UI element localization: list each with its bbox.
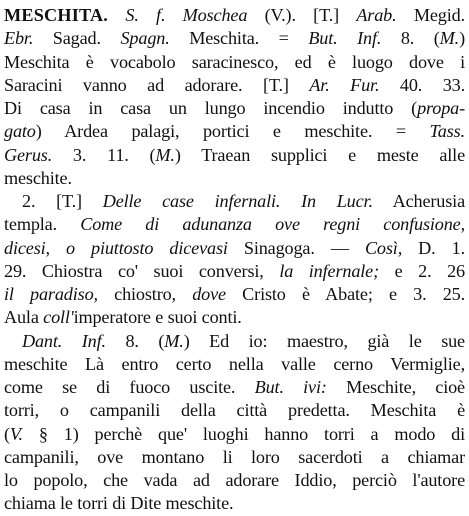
italic-text: Come di adunanza ove regni confusione, bbox=[80, 214, 465, 235]
line-01 bbox=[4, 4, 465, 27]
line-09 bbox=[4, 190, 465, 213]
text-segment: Megid. bbox=[396, 5, 465, 25]
text-segment: come se di fuoco uscite. bbox=[4, 377, 255, 397]
italic-text: il paradiso, bbox=[4, 284, 98, 304]
text-segment: ) Traean supplici e meste alle bbox=[174, 144, 466, 165]
italic-text: M. bbox=[155, 144, 175, 165]
text-segment: Cristo è Abate; e 3. 25. bbox=[225, 284, 465, 304]
line-21 bbox=[4, 469, 465, 492]
text-segment: lo popolo, che vada ad adorare Iddio, perciò l'autore bbox=[4, 470, 465, 490]
italic-text: gato bbox=[4, 121, 36, 142]
text-segment: Aula bbox=[4, 307, 44, 328]
text-segment: templa. bbox=[4, 214, 81, 235]
italic-text: Così, bbox=[364, 237, 403, 258]
text-segment: meschite. bbox=[4, 167, 72, 188]
italic-text: Gerus. bbox=[4, 144, 53, 165]
line-06 bbox=[4, 120, 465, 143]
text-segment: 29. Chiostra co' suoi conversi, bbox=[4, 260, 280, 281]
text-segment: imperatore e suoi conti. bbox=[73, 307, 242, 328]
italic-text: Ar. Fur. bbox=[309, 74, 380, 95]
line-12 bbox=[4, 260, 465, 283]
line-07 bbox=[4, 144, 465, 167]
text-segment: ) Ed io: maestro, già le sue bbox=[183, 330, 465, 351]
italic-text: dicesi, o piuttosto dicevasi bbox=[4, 237, 228, 258]
italic-text: Dant. Inf. bbox=[22, 330, 106, 351]
text-segment: Meschita è vocabolo saracinesco, ed è luogo dove i bbox=[4, 51, 465, 72]
line-15 bbox=[4, 330, 465, 353]
italic-text: M. bbox=[439, 28, 460, 49]
line-04 bbox=[4, 74, 465, 97]
line-19 bbox=[4, 423, 465, 446]
text-segment: ) bbox=[459, 28, 465, 49]
italic-text: Spagn. bbox=[120, 28, 170, 49]
line-11 bbox=[4, 237, 465, 260]
text-segment: 3. 11. ( bbox=[52, 144, 156, 165]
italic-text: But. ivi: bbox=[254, 377, 327, 397]
text-segment: D. 1. bbox=[402, 237, 465, 258]
italic-text: M. bbox=[164, 330, 184, 351]
line-13 bbox=[4, 283, 465, 306]
text-segment: torri, o campanili della città predetta. Meschita è bbox=[4, 400, 465, 421]
line-20 bbox=[4, 446, 465, 469]
headword: MESCHITA. bbox=[4, 5, 109, 25]
text-segment: Di casa in casa un lungo incendio indutto ( bbox=[4, 98, 418, 118]
italic-text: V. bbox=[9, 423, 23, 444]
text-segment: Sinagoga. — bbox=[227, 237, 365, 258]
italic-text: S. f. Moschea bbox=[125, 5, 248, 25]
dictionary-entry-meschita bbox=[4, 4, 465, 516]
line-18 bbox=[4, 399, 465, 422]
line-03 bbox=[4, 51, 465, 74]
line-02 bbox=[4, 27, 465, 50]
italic-text: Ebr. bbox=[4, 28, 34, 49]
text-segment: 8. ( bbox=[381, 28, 440, 49]
line-10 bbox=[4, 213, 465, 236]
line-22 bbox=[4, 492, 465, 515]
text-segment: (V.). [T.] bbox=[247, 5, 357, 25]
italic-text: Tass. bbox=[429, 121, 465, 142]
text-segment: Acherusia bbox=[372, 191, 465, 211]
line-14 bbox=[4, 306, 465, 329]
text-segment: 8. ( bbox=[105, 330, 165, 351]
text-segment: § 1) perchè que' luoghi hanno torri a modo di bbox=[22, 423, 465, 444]
text-segment: campanili, ove montano li loro sacerdoti a chiamar bbox=[4, 446, 465, 467]
italic-text: Delle case infernali. In Lucr. bbox=[102, 191, 373, 211]
text-segment: meschite Là entro certo nella valle cerno Vermiglie, bbox=[4, 353, 465, 374]
text-segment: Meschite, cioè bbox=[326, 377, 465, 397]
text-segment: ( bbox=[4, 423, 10, 444]
line-08 bbox=[4, 167, 465, 190]
italic-text: propa- bbox=[417, 98, 465, 118]
text-segment: Meschita. = bbox=[169, 28, 309, 49]
italic-text: But. Inf. bbox=[308, 28, 382, 49]
text-segment: chiostro, bbox=[97, 284, 193, 304]
text-segment: 2. [T.] bbox=[22, 191, 103, 211]
italic-text: dove bbox=[192, 284, 226, 304]
text-segment: Saracini vanno ad adorare. [T.] bbox=[4, 74, 310, 95]
line-17 bbox=[4, 376, 465, 399]
text-segment: chiama le torri di Dite meschite. bbox=[4, 493, 234, 514]
line-16 bbox=[4, 353, 465, 376]
line-05 bbox=[4, 97, 465, 120]
italic-text: la infernale; bbox=[279, 260, 379, 281]
italic-text: coll' bbox=[43, 307, 74, 328]
italic-text: Arab. bbox=[356, 5, 397, 25]
text-segment: Sagad. bbox=[33, 28, 121, 49]
text-segment: ) Ardea palagi, portici e meschite. = bbox=[35, 121, 430, 142]
text-segment: 40. 33. bbox=[379, 74, 465, 95]
text-segment bbox=[108, 5, 125, 25]
text-segment: e 2. 26 bbox=[379, 260, 465, 281]
